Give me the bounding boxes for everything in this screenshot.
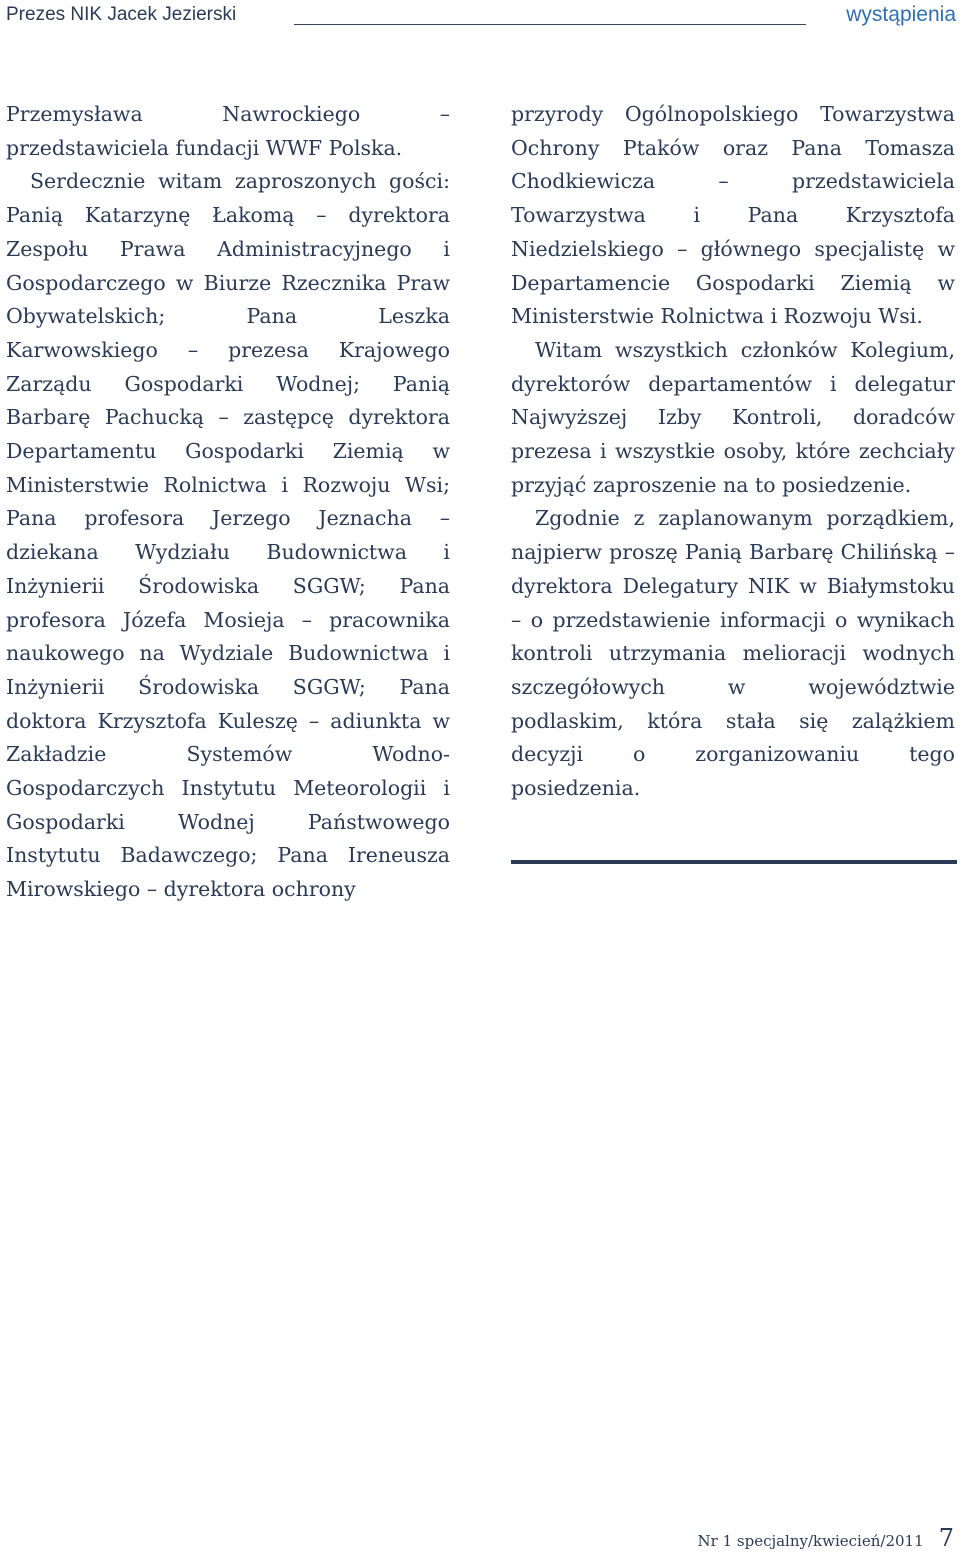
paragraph: Zgodnie z zaplanowanym porządkiem, najpierw proszę Panią Barbarę Chilińską – dyrektora Delegatury NIK w Białymstoku – o przedstawienie informacji o wynikach kontroli utrzymania melioracji wodnych szczegółowych w województwie podlaskim, która stała się zalążkiem decyzji o zorganizowaniu tego posiedzenia. [511, 506, 955, 801]
left-column [6, 98, 450, 907]
running-header [6, 0, 956, 34]
article-end-rule [511, 860, 957, 864]
paragraph: Przemysława Nawrockiego – przedstawiciela fundacji WWF Polska. [6, 102, 450, 160]
paragraph: przyrody Ogólnopolskiego Towarzystwa Ochrony Ptaków oraz Pana Tomasza Chodkiewicza – przedstawiciela Towarzystwa i Pana Krzysztofa Niedzielskiego – głównego specjalistę w Departamencie Gospodarki Ziemią w Ministerstwie Rolnictwa i Rozwoju Wsi. [511, 102, 955, 329]
page-footer [698, 1524, 954, 1552]
header-title: Prezes NIK Jacek Jezierski [6, 4, 237, 25]
paragraph: Serdecznie witam zaproszonych gości: Panią Katarzynę Łakomą – dyrektora Zespołu Prawa Administracyjnego i Gospodarczego w Biurze Rzecznika Praw Obywatelskich; Pana Leszka Karwowskiego – prezesa Krajowego Zarządu Gospodarki Wodnej; Panią Barbarę Pachucką – zastępcę dyrektora Departamentu Gospodarki Ziemią w Ministerstwie Rolnictwa i Rozwoju Wsi; Pana profesora Jerzego Jeznacha – dziekana Wydziału Budownictwa i Inżynierii Środowiska SGGW; Pana profesora Józefa Mosieja – pracownika naukowego na Wydziale Budownictwa i Inżynierii Środowiska SGGW; Pana doktora Krzysztofa Kuleszę – adiunkta w Zakładzie Systemów Wodno-Gospodarczych Instytutu Meteorologii i Gospodarki Wodnej Państwowego Instytutu Badawczego; Pana Ireneusza Mirowskiego – dyrektora ochrony [6, 169, 450, 902]
issue-label: Nr 1 specjalny/kwiecień/2011 [697, 1532, 924, 1550]
page-number: 7 [938, 1524, 954, 1552]
header-rule [294, 24, 806, 25]
paragraph: Witam wszystkich członków Kolegium, dyrektorów departamentów i delegatur Najwyższej Izby Kontroli, doradców prezesa i wszystkie osoby, które zechciały przyjąć zaproszenie na to posiedzenie. [511, 337, 955, 497]
right-column [511, 98, 955, 806]
section-label: wystąpienia [846, 3, 956, 26]
